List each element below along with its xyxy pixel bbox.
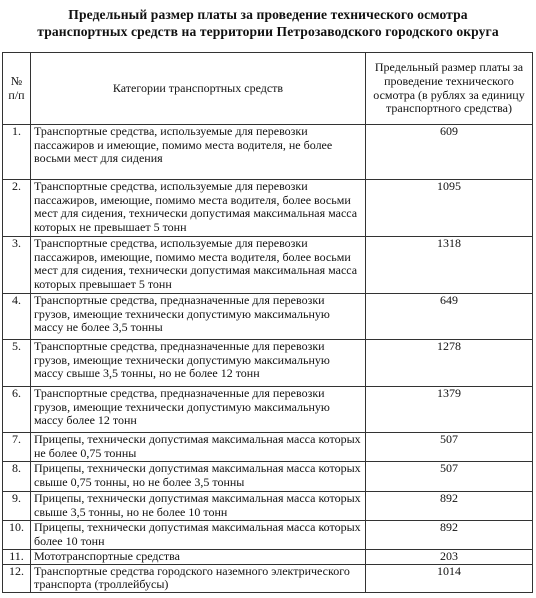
row-fee: 507 xyxy=(366,462,533,492)
row-category: Прицепы, технически допустимая максимальная масса которых свыше 3,5 тонны, но не более 10 тонн xyxy=(31,492,366,521)
row-category: Транспортные средства городского наземного электрического транспорта (троллейбусы) xyxy=(31,564,366,592)
document-title xyxy=(0,6,536,40)
row-fee: 892 xyxy=(366,492,533,521)
table-row xyxy=(3,521,533,550)
row-number: 8. xyxy=(3,462,31,492)
header-category: Категории транспортных средств xyxy=(31,53,366,125)
table-row xyxy=(3,387,533,433)
table-row xyxy=(3,550,533,565)
row-category: Мототранспортные средства xyxy=(31,550,366,565)
row-category: Прицепы, технически допустимая максимальная масса которых не более 0,75 тонны xyxy=(31,433,366,462)
row-fee: 1318 xyxy=(366,237,533,294)
table-row xyxy=(3,180,533,237)
row-number: 2. xyxy=(3,180,31,237)
row-fee: 203 xyxy=(366,550,533,565)
row-number: 5. xyxy=(3,340,31,387)
row-fee: 1095 xyxy=(366,180,533,237)
row-fee: 1379 xyxy=(366,387,533,433)
row-fee: 892 xyxy=(366,521,533,550)
row-category: Транспортные средства, используемые для перевозки пассажиров, имеющие, помимо места водителя, более восьми мест для сидения, технически допустимая максимальная масса которых превышает 5 тонн xyxy=(31,237,366,294)
fee-table xyxy=(2,52,533,593)
row-fee: 1278 xyxy=(366,340,533,387)
header-fee: Предельный размер платы за проведение технического осмотра (в рублях за единицу транспортного средства) xyxy=(366,53,533,125)
row-number: 1. xyxy=(3,125,31,180)
header-number: № п/п xyxy=(3,53,31,125)
row-number: 10. xyxy=(3,521,31,550)
row-number: 6. xyxy=(3,387,31,433)
row-category: Транспортные средства, используемые для перевозки пассажиров и имеющие, помимо места водителя, не более восьми мест для сидения xyxy=(31,125,366,180)
row-category: Транспортные средства, предназначенные для перевозки грузов, имеющие технически допустимую максимальную массу не более 3,5 тонны xyxy=(31,294,366,340)
table-row xyxy=(3,294,533,340)
table-row xyxy=(3,462,533,492)
row-fee: 1014 xyxy=(366,564,533,592)
table-row xyxy=(3,340,533,387)
table-row xyxy=(3,237,533,294)
table-row xyxy=(3,125,533,180)
row-number: 7. xyxy=(3,433,31,462)
table-row xyxy=(3,564,533,592)
table-row xyxy=(3,433,533,462)
title-line-2: транспортных средств на территории Петрозаводского городского округа xyxy=(37,24,499,39)
row-fee: 507 xyxy=(366,433,533,462)
row-number: 9. xyxy=(3,492,31,521)
title-line-1: Предельный размер платы за проведение технического осмотра xyxy=(68,7,468,22)
row-fee: 609 xyxy=(366,125,533,180)
row-number: 3. xyxy=(3,237,31,294)
row-category: Транспортные средства, предназначенные для перевозки грузов, имеющие технически допустимую максимальную массу более 12 тонн xyxy=(31,387,366,433)
row-number: 11. xyxy=(3,550,31,565)
table-header-row xyxy=(3,53,533,125)
row-category: Прицепы, технически допустимая максимальная масса которых свыше 0,75 тонны, но не более 3,5 тонны xyxy=(31,462,366,492)
row-fee: 649 xyxy=(366,294,533,340)
row-category: Транспортные средства, предназначенные для перевозки грузов, имеющие технически допустимую максимальную массу свыше 3,5 тонны, но не более 12 тонн xyxy=(31,340,366,387)
row-number: 12. xyxy=(3,564,31,592)
row-number: 4. xyxy=(3,294,31,340)
table-row xyxy=(3,492,533,521)
row-category: Транспортные средства, используемые для перевозки пассажиров, имеющие, помимо места водителя, более восьми мест для сидения, технически допустимая максимальная масса которых не превышает 5 тонн xyxy=(31,180,366,237)
row-category: Прицепы, технически допустимая максимальная масса которых более 10 тонн xyxy=(31,521,366,550)
